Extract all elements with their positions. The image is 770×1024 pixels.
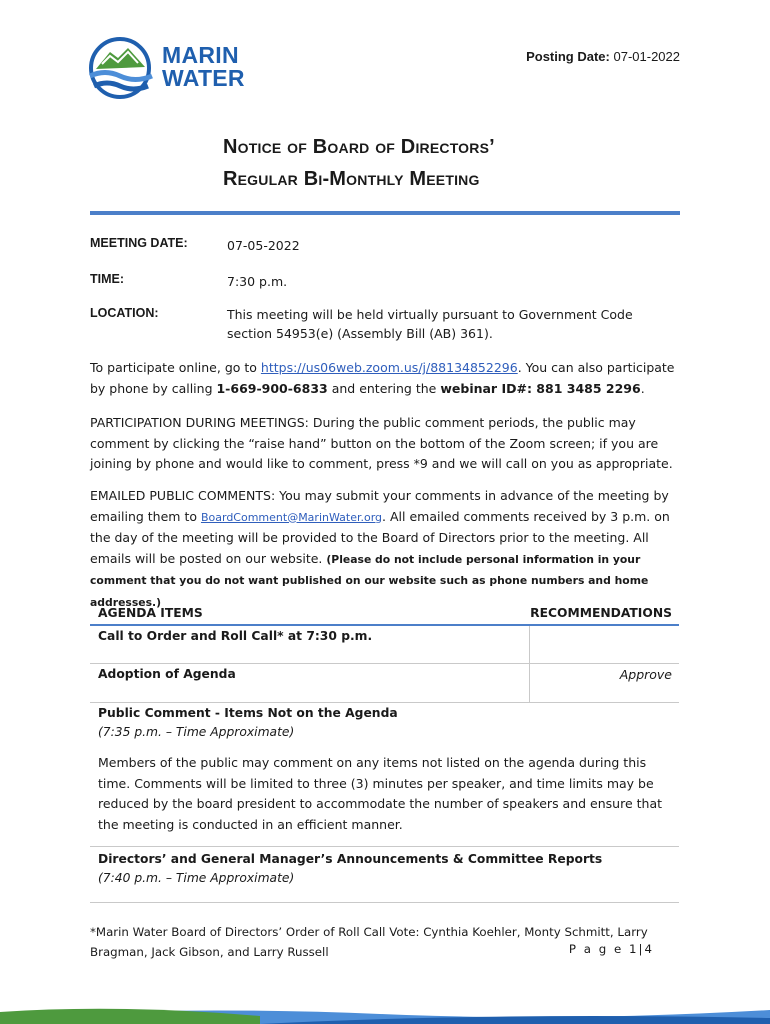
webinar-id: webinar ID#: 881 3485 2296 xyxy=(440,380,641,396)
online-text-mid2: and entering the xyxy=(327,380,441,396)
agenda-item-announcements: Directors’ and General Manager’s Announcements & Committee Reports xyxy=(98,852,603,866)
posting-date-value: 07-01-2022 xyxy=(613,49,680,64)
online-participation-paragraph xyxy=(90,358,680,399)
agenda-item-public-comment: Public Comment - Items Not on the Agenda xyxy=(98,706,398,720)
title-line-2: Regular Bi-Monthly Meeting xyxy=(223,168,480,190)
agenda-item-adoption: Adoption of Agenda xyxy=(98,667,236,681)
agenda-row-divider xyxy=(90,663,679,664)
online-text-end: . xyxy=(640,380,645,396)
recommendations-header: RECOMMENDATIONS xyxy=(530,606,672,620)
participation-paragraph: PARTICIPATION DURING MEETINGS: During the public comment periods, the public may comment by clicking the “raise hand” button on the bottom of the Zoom screen; if you are joining by phone and would like to comment, press *9 and we will call on you as appropriate. xyxy=(90,415,673,471)
emailed-text-mid: . All emailed comments received by 3 p.m. on the day of the meeting will be provided to the Board of Directors prior to the meeting. All emails will be posted on our website. xyxy=(90,508,670,566)
time-label: TIME: xyxy=(90,272,125,286)
time-value: 7:30 p.m. xyxy=(227,274,288,289)
online-text-mid: . You can also participate by phone by calling xyxy=(90,360,675,396)
roll-call-footnote: *Marin Water Board of Directors’ Order of Roll Call Vote: Cynthia Koehler, Monty Schmitt, Larry Bragman, Jack Gibson, and Larry Russell xyxy=(90,925,648,959)
page-number: P a g e 1|4 xyxy=(568,942,654,956)
meeting-date-value: 07-05-2022 xyxy=(227,238,300,253)
emailed-comments-paragraph xyxy=(90,486,680,613)
zoom-link[interactable]: https://us06web.zoom.us/j/88134852296 xyxy=(260,360,518,375)
title-divider xyxy=(90,211,680,215)
agenda-row-divider xyxy=(90,846,679,847)
agenda-row-divider xyxy=(90,702,679,703)
footer-wave-band xyxy=(0,1006,770,1024)
personal-info-note: (Please do not include personal information in your comment that you do not want published on our website such as phone numbers and home addresses.) xyxy=(90,552,649,609)
phone-number: 1-669-900-6833 xyxy=(216,380,328,396)
agenda-header-divider xyxy=(90,624,679,626)
agenda-column-divider xyxy=(529,626,530,703)
logo-wordmark xyxy=(162,44,245,90)
agenda-row-divider xyxy=(90,902,679,903)
page-title xyxy=(223,131,643,195)
marin-water-logo xyxy=(88,36,248,100)
posting-date xyxy=(526,49,680,64)
location-label: LOCATION: xyxy=(90,306,159,320)
online-text-pre: To participate online, go to xyxy=(90,360,261,375)
agenda-item-public-comment-time: (7:35 p.m. – Time Approximate) xyxy=(98,725,295,739)
page-current: 1 xyxy=(628,942,639,956)
meeting-date-label: MEETING DATE: xyxy=(90,236,188,250)
board-comment-email-link[interactable]: BoardComment@MarinWater.org xyxy=(200,510,383,524)
posting-date-label: Posting Date: xyxy=(526,49,610,64)
logo-line-2: WATER xyxy=(162,65,245,91)
logo-line-1: MARIN xyxy=(162,42,239,68)
logo-mark-icon xyxy=(88,36,158,100)
emailed-text-pre: EMAILED PUBLIC COMMENTS: You may submit your comments in advance of the meeting by emailing them to xyxy=(90,488,669,524)
page-total: 4 xyxy=(644,942,654,956)
page-label: P a g e xyxy=(568,942,624,956)
agenda-item-call-to-order: Call to Order and Roll Call* at 7:30 p.m. xyxy=(98,629,373,643)
agenda-items-header: AGENDA ITEMS xyxy=(98,606,203,620)
title-line-1: Notice of Board of Directors’ xyxy=(223,136,495,158)
agenda-item-announcements-time: (7:40 p.m. – Time Approximate) xyxy=(98,871,295,885)
location-value: This meeting will be held virtually pursuant to Government Code section 54953(e) (Assembly Bill (AB) 361). xyxy=(227,307,633,341)
agenda-item-public-comment-description: Members of the public may comment on any items not listed on the agenda during this time. Comments will be limited to three (3) minutes per speaker, and time limits may be reduced by the board president to accommodate the number of speakers and ensure that the meeting is conducted in an efficient manner. xyxy=(98,755,663,832)
recommendation-approve: Approve xyxy=(619,667,672,682)
